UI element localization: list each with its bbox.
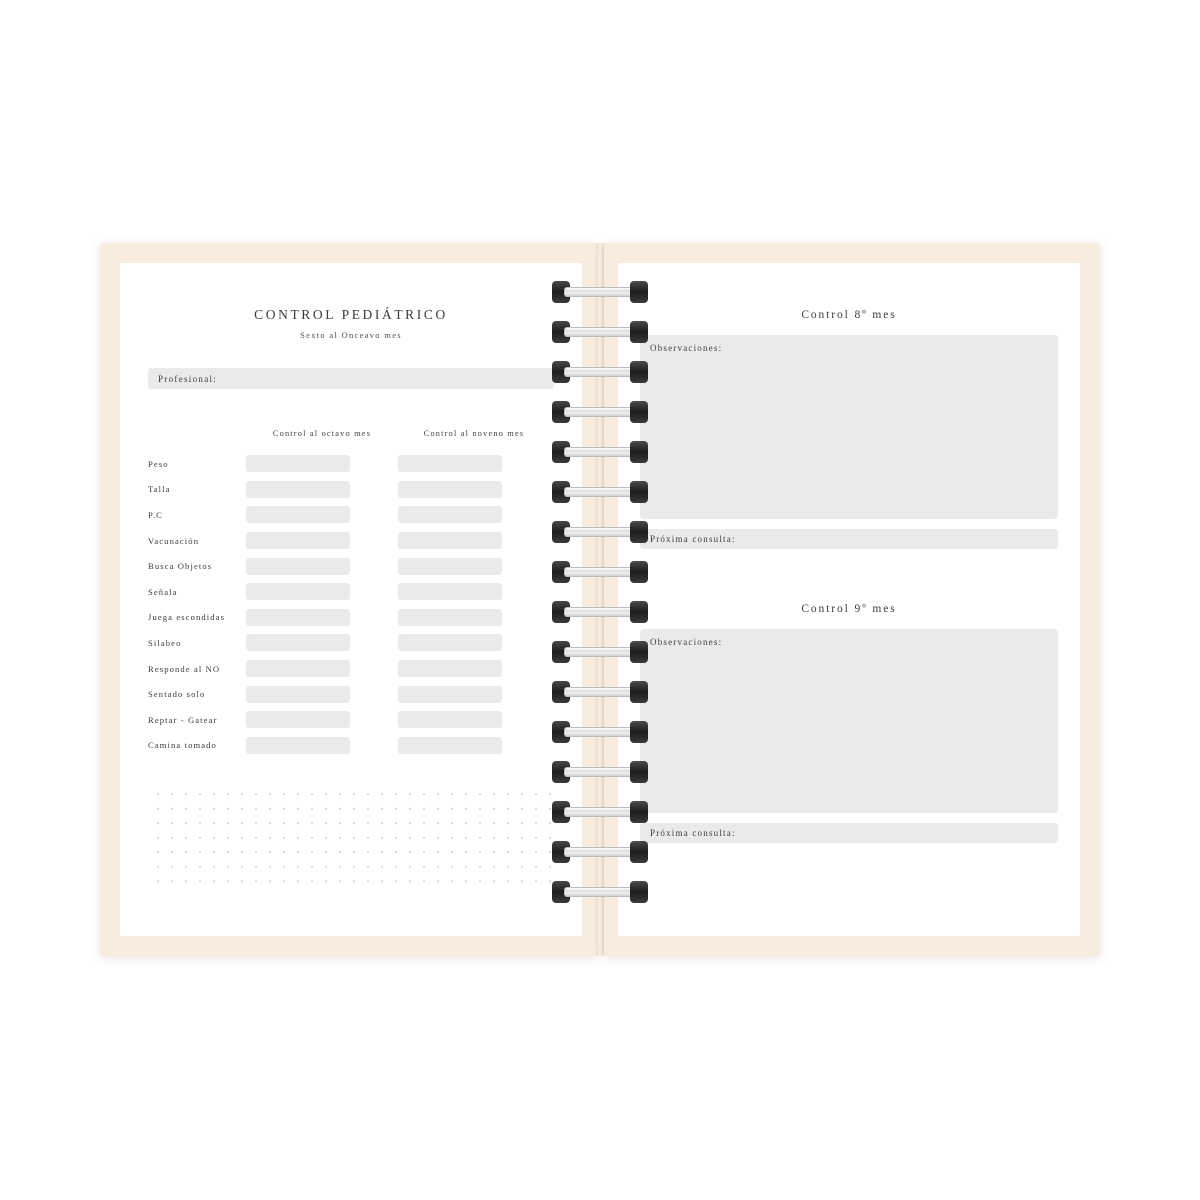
row-label: Vacunación (148, 535, 200, 546)
table-row (148, 605, 554, 631)
row-input-month-9[interactable] (398, 583, 502, 600)
row-input-month-9[interactable] (398, 634, 502, 651)
table-column-headers (148, 429, 554, 438)
left-sheet (120, 263, 582, 936)
row-input-month-8[interactable] (246, 634, 350, 651)
row-input-month-9[interactable] (398, 660, 502, 677)
row-label: Reptar - Gatear (148, 714, 218, 725)
table-row (148, 451, 554, 477)
next-appointment-field-month-8[interactable] (640, 529, 1058, 549)
spine-gap (596, 243, 604, 956)
row-input-month-9[interactable] (398, 737, 502, 754)
spacer (618, 549, 1080, 603)
row-label: Juega escondidas (148, 612, 226, 623)
left-page (100, 243, 596, 956)
dot-grid-notes-area[interactable] (148, 784, 554, 892)
row-input-month-8[interactable] (246, 506, 350, 523)
right-sheet (618, 263, 1080, 936)
observations-label: Observaciones: (650, 343, 723, 353)
row-label: P.C (148, 509, 164, 520)
row-input-month-8[interactable] (246, 455, 350, 472)
column-header-month-8: Control al octavo mes (272, 429, 372, 438)
row-input-month-9[interactable] (398, 481, 502, 498)
professional-field[interactable] (148, 368, 554, 389)
observations-box-month-8[interactable] (640, 335, 1058, 519)
milestones-table (148, 429, 554, 758)
row-input-month-9[interactable] (398, 609, 502, 626)
spacer (618, 263, 1080, 309)
row-input-month-8[interactable] (246, 711, 350, 728)
spacer (120, 389, 582, 429)
right-page (604, 243, 1100, 956)
row-input-month-9[interactable] (398, 686, 502, 703)
row-label: Sentado solo (148, 689, 206, 700)
table-row (148, 553, 554, 579)
row-label: Señala (148, 586, 178, 597)
row-label: Peso (148, 458, 169, 469)
row-input-month-9[interactable] (398, 711, 502, 728)
row-input-month-9[interactable] (398, 558, 502, 575)
row-input-month-9[interactable] (398, 455, 502, 472)
table-row (148, 707, 554, 733)
table-row (148, 477, 554, 503)
table-row (148, 630, 554, 656)
row-input-month-8[interactable] (246, 737, 350, 754)
next-appointment-field-month-9[interactable] (640, 823, 1058, 843)
notebook (100, 243, 1100, 956)
observations-box-month-9[interactable] (640, 629, 1058, 813)
column-header-month-9: Control al noveno mes (423, 429, 525, 438)
table-row (148, 681, 554, 707)
row-input-month-8[interactable] (246, 532, 350, 549)
table-row (148, 656, 554, 682)
row-input-month-8[interactable] (246, 583, 350, 600)
row-label: Busca Objetos (148, 561, 213, 572)
section-title-month-9: Control 9º mes (801, 603, 897, 615)
row-label: Responde al NO (148, 663, 221, 674)
row-input-month-8[interactable] (246, 558, 350, 575)
row-input-month-8[interactable] (246, 609, 350, 626)
row-label: Camina tomado (148, 740, 217, 751)
row-input-month-8[interactable] (246, 686, 350, 703)
page-subtitle: Sexto al Onceavo mes (300, 330, 402, 340)
section-title-month-8: Control 8º mes (801, 309, 897, 321)
table-row (148, 579, 554, 605)
table-row (148, 733, 554, 759)
table-row (148, 528, 554, 554)
row-input-month-8[interactable] (246, 481, 350, 498)
table-row (148, 502, 554, 528)
next-appointment-label: Próxima consulta: (650, 534, 736, 544)
row-label: Silabeo (148, 637, 182, 648)
row-input-month-9[interactable] (398, 532, 502, 549)
page-title: CONTROL PEDIÁTRICO (254, 307, 448, 322)
row-input-month-9[interactable] (398, 506, 502, 523)
professional-label: Profesional: (158, 373, 218, 384)
spacer (120, 340, 582, 368)
next-appointment-label: Próxima consulta: (650, 828, 736, 838)
row-label: Talla (148, 484, 171, 495)
row-input-month-8[interactable] (246, 660, 350, 677)
observations-label: Observaciones: (650, 637, 723, 647)
